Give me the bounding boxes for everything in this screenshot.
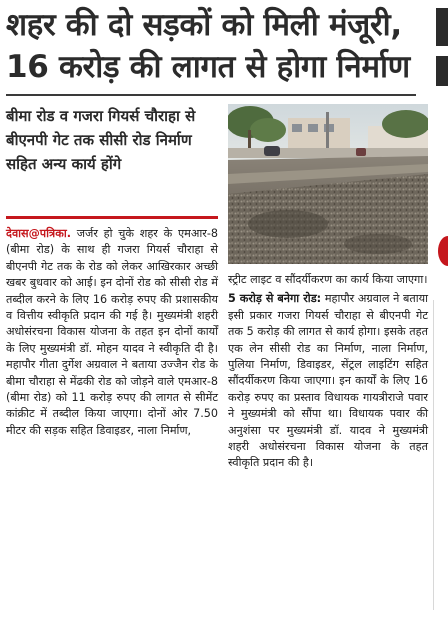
headline bbox=[6, 4, 416, 88]
subhead: 5 करोड़ से बनेगा रोड: bbox=[228, 292, 322, 306]
left-column-body: जर्जर हो चुके शहर के एमआर-8 (बीमा रोड) के साथ ही गजरा गियर्स चौराहा से बीएनपी गेट तक के रोड को लेकर आखिरकार अच्छी खबर बुधवार को आई। इन दोनों रोड को सीसी रोड में तब्दील करने के लिए 16 करोड़ रुपए की प्रशासकीय व वित्तीय स्वीकृति प्रदान की गई है। मुख्यमंत्री शहरी अधोसंरचना विकास योजना के तहत इन दोनों कार्यों के लिए मुख्यमंत्री डॉ. मोहन यादव ने स्वीकृति दी है। महापौर गीता दुर्गेश अग्रवाल ने बताया उज्जैन रोड के बीमा चौराहा से मेंढकी रोड को जोड़ने वाले एमआर-8 (बीमा रोड) को 11 करोड़ रुपए की लागत से सीमेंट कांक्रीट में तब्दील किया जाएगा। दोनों ओर 7.50 मीटर की सड़क सहित डिवाइडर, नाला निर्माण, bbox=[6, 227, 218, 437]
left-column-paragraph bbox=[6, 226, 218, 439]
adjacent-headline-fragment bbox=[436, 8, 448, 46]
road-photo-illustration bbox=[228, 104, 428, 264]
headline-line-2: 16 करोड़ की लागत से होगा निर्माण bbox=[6, 49, 410, 85]
adjacent-page-edge bbox=[434, 0, 448, 621]
right-column bbox=[228, 272, 428, 472]
left-column bbox=[6, 226, 218, 439]
headline-line-1: शहर की दो सड़कों को मिली मंजूरी, bbox=[6, 7, 402, 43]
deck: बीमा रोड व गजरा गियर्स चौराहा से बीएनपी गेट तक सीसी रोड निर्माण सहित अन्य कार्य होंगे bbox=[6, 107, 196, 173]
right-column-paragraph bbox=[228, 291, 428, 471]
right-column-body: महापौर अग्रवाल ने बताया इसी प्रकार गजरा गियर्स चौराहा से बीएनपी गेट तक 5 करोड़ की लागत से कार्य होगा। इसके तहत एक लेन सीसी रोड का निर्माण, नाला निर्माण, पुलिया निर्माण, डिवाइडर, सेंट्रल लाइटिंग सहित सौंदर्यीकरण किया जाएगा। इन कार्यों के लिए 16 करोड़ रुपए का प्रस्ताव विधायक गायत्रीराजे पवार ने मुख्यमंत्री को सौंपा था। विधायक पवार की अनुशंसा पर मुख्यमंत्री डॉ. यादव ने मुख्यमंत्री शहरी अधोसंरचना विकास योजना के तहत स्वीकृति प्रदान की है। bbox=[228, 292, 429, 470]
headline-divider bbox=[6, 94, 416, 96]
deck-red-rule bbox=[6, 216, 218, 219]
dateline: देवास@पत्रिका. bbox=[6, 227, 71, 240]
right-column-intro: स्ट्रीट लाइट व सौंदर्यीकरण का कार्य किया जाएगा। bbox=[228, 273, 428, 286]
road-photo bbox=[228, 104, 428, 264]
adjacent-headline-fragment-2 bbox=[436, 56, 448, 86]
column-divider bbox=[433, 300, 434, 610]
